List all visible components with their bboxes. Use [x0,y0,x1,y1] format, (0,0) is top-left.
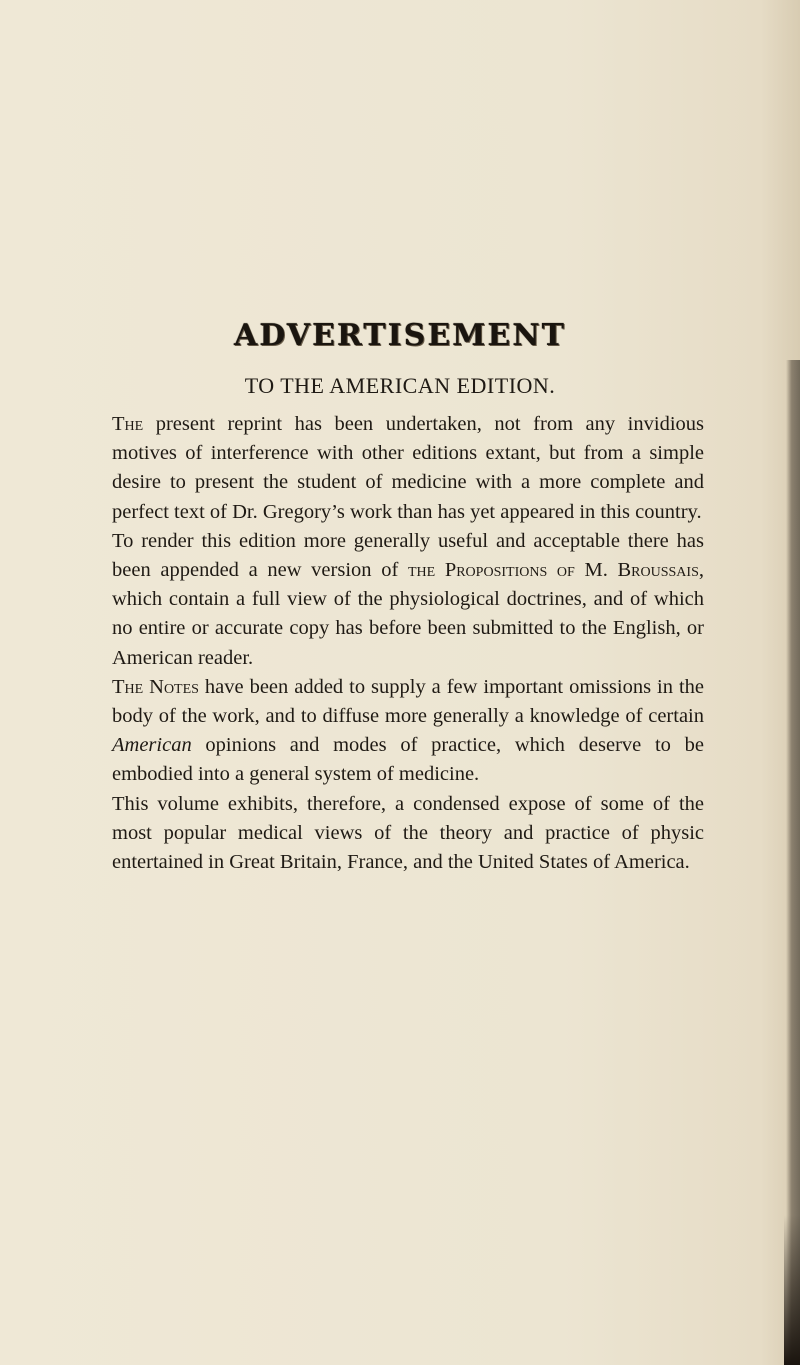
paragraph-lead: The [112,413,144,435]
paragraph-4 [86,790,704,878]
paragraph-text: have been added to supply a few important omissions in the body of the work, and to diffuse more generally a knowledge of certain [112,675,704,728]
paragraph-text: , which contain a full view of the physiological doctrines, and of which no entire or accurate copy has before been submitted to the English, or American reader. [112,559,704,669]
page-heading: ADVERTISEMENT [233,318,567,353]
propositions-title: the Propositions of M. Broussais [407,559,699,582]
page-corner-shadow [784,1215,800,1365]
paragraph-text: present reprint has been undertaken, not from any invidious motives of interference with other editions extant, but from a simple desire to present the student of medicine with a more complete and perfect text of Dr. Gregory’s work than has yet appeared in this country. [112,413,704,523]
page-subheading: TO THE AMERICAN EDITION. [244,373,556,398]
advertisement-body [86,410,704,877]
paragraph-2 [86,527,704,673]
paragraph-1 [86,410,704,527]
paragraph-3 [86,673,704,790]
paragraph-text: opinions and modes of practice, which deserve to be embodied into a general system of medicine. [112,734,704,786]
paragraph-text: This volume exhibits, therefore, a condensed expose of some of the most popular medical views of the theory and practice of physic entertained in Great Britain, France, and the United States of America. [112,792,704,874]
emphasis-word: American [112,734,192,757]
paragraph-text: To render this edition more generally useful and acceptable there has been appended a new version of [112,529,704,582]
paragraph-lead: The Notes [112,675,199,698]
